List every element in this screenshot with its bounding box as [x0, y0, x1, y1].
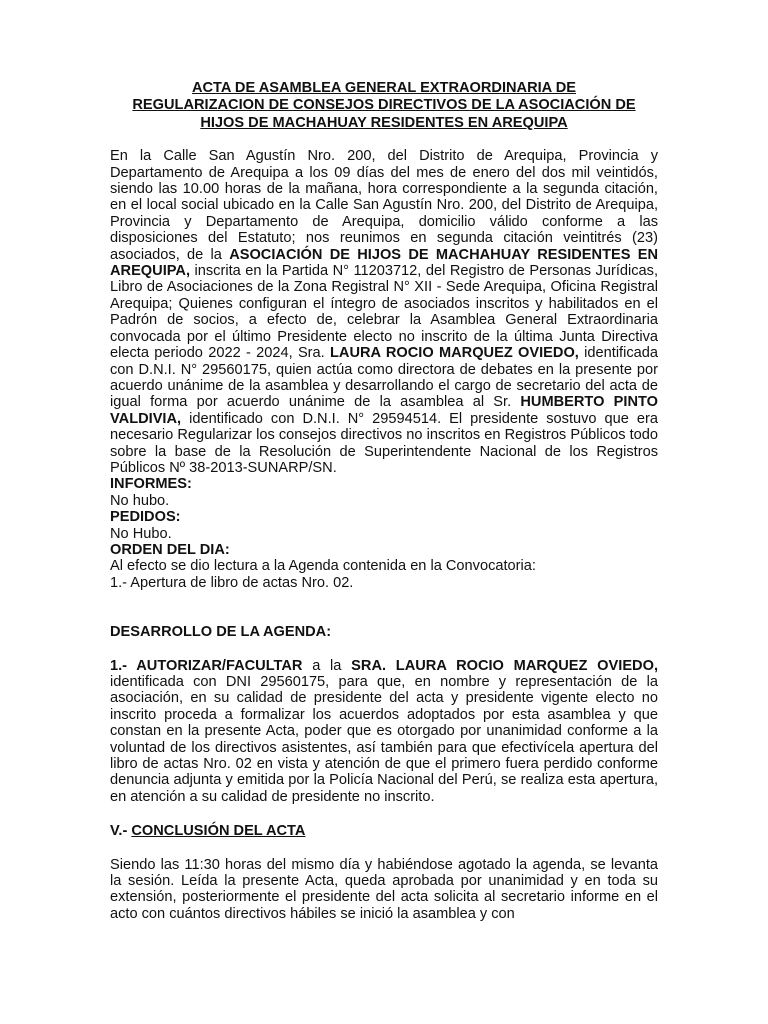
- orden-line-1: Al efecto se dio lectura a la Agenda contenida en la Convocatoria:: [110, 558, 536, 575]
- desarrollo-heading: DESARROLLO DE LA AGENDA:: [110, 624, 332, 641]
- intro-text-3: identificada con D.N.I. N° 29560175, quien actúa como directora de debates en la presente por acuerdo unánime de la asamblea y desarrollando el cargo de secretario del acta de igual forma por acuerdo unánime de la asamblea al Sr.: [110, 345, 659, 411]
- item1-text-1: a la: [302, 657, 352, 674]
- intro-text-2: inscrita en la Partida N° 11203712, del Registro de Personas Jurídicas, Libro de Asociaciones de la Zona Registral N° XII - Sede Arequipa, Oficina Registral Arequipa; Quienes configuran el íntegro de asociados inscritos y habilitados en el Padrón de socios, a efecto de, celebrar la Asamblea General Extraordinaria convocada por el último Presidente electo no inscrito de la última Junta Directiva electa periodo 2022 - 2024, Sra.: [110, 263, 658, 362]
- pedidos-text: No Hubo.: [110, 525, 172, 542]
- secretary-name: HUMBERTO PINTO VALDIVIA,: [110, 394, 658, 427]
- orden-heading: ORDEN DEL DIA:: [110, 541, 230, 558]
- conclusion-heading: [110, 823, 658, 839]
- conclusion-prefix: V.-: [110, 823, 132, 840]
- item1-action: 1.- AUTORIZAR/FACULTAR: [110, 657, 303, 674]
- document-title: [110, 80, 658, 132]
- title-line-1: ACTA DE ASAMBLEA GENERAL EXTRAORDINARIA DE: [191, 80, 577, 96]
- association-name: ASOCIACIÓN DE HIJOS DE MACHAHUAY RESIDENTES EN AREQUIPA,: [110, 246, 658, 280]
- conclusion-paragraph: Siendo las 11:30 horas del mismo día y habiéndose agotado la agenda, se levanta la sesión. Leída la presente Acta, queda aprobada por unanimidad y en toda su extensión, posteriormente el presidente del acta solicita al secretario informe en el acto con cuántos directivos hábiles se inició la asamblea y con: [110, 856, 658, 922]
- intro-paragraph: [110, 148, 658, 476]
- informes-heading: INFORMES:: [110, 476, 192, 493]
- title-line-2: REGULARIZACION DE CONSEJOS DIRECTIVOS DE LA ASOCIACIÓN DE: [132, 97, 636, 114]
- orden-line-2: 1.- Apertura de libro de actas Nro. 02.: [110, 574, 354, 591]
- intro-text-1: En la Calle San Agustín Nro. 200, del Distrito de Arequipa, Provincia y Departamento de Arequipa a los 09 días del mes de enero del dos mil veintidós, siendo las 10.00 horas de la mañana, hora correspondiente a la segunda citación, en el local social ubicado en la Calle San Agustín Nro. 200, del Distrito de Arequipa, Provincia y Departamento de Arequipa, domicilio válido conforme a las disposiciones del Estatuto; nos reunimos en segunda citación veintitrés (23) asociados, de la: [110, 148, 658, 263]
- conclusion-title: CONCLUSIÓN DEL ACTA: [131, 823, 306, 840]
- agenda-item-1: [110, 658, 658, 806]
- intro-text-4: identificado con D.N.I. N° 29594514. El presidente sostuvo que era necesario Regularizar los consejos directivos no inscritos en Registros Públicos todo sobre la base de la Resolución de Superintendente Nacional de los Registros Públicos Nº 38-2013-SUNARP/SN.: [110, 410, 658, 476]
- informes-text: No hubo.: [110, 492, 170, 509]
- title-line-3: HIJOS DE MACHAHUAY RESIDENTES EN AREQUIPA: [200, 114, 568, 131]
- item1-person: SRA. LAURA ROCIO MARQUEZ OVIEDO,: [351, 657, 659, 674]
- pedidos-heading: PEDIDOS:: [110, 509, 181, 526]
- item1-text-2: identificada con DNI 29560175, para que, en nombre y representación de la asociación, en su calidad de presidente del acta y presidente vigente electo no inscrito proceda a formalizar los acuerdos adoptados por esta asamblea y que constan en la presente Acta, poder que es otorgado por unanimidad conforme a la voluntad de los directivos asistentes, así también para que efectivícela apertura del libro de actas Nro. 02 en vista y atención de que el primero fuera perdido conforme denuncia adjunta y emitida por la Policía Nacional del Perú, se realiza esta apertura, en atención a su calidad de presidente no inscrito.: [110, 674, 658, 805]
- president-name: LAURA ROCIO MARQUEZ OVIEDO,: [330, 345, 579, 362]
